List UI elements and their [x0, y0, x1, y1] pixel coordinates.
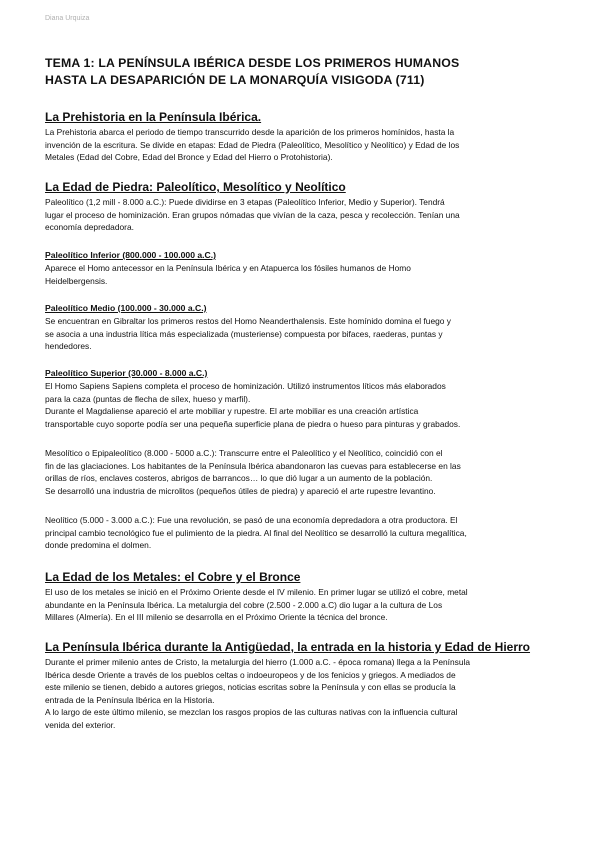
subsection-heading-paleolitico-medio: Paleolítico Medio (100.000 - 30.000 a.C.)	[45, 303, 207, 313]
text-line: fin de las glaciaciones. Los habitantes de la Península Ibérica abandonaron las cuevas para establecerse en las	[45, 460, 461, 471]
text-line: Ibérica desde Oriente a través de los pueblos celtas o indoeuropeos y de los fenicios y griegos. A mediados de	[45, 669, 456, 680]
paleolitico-medio-paragraph	[45, 315, 557, 353]
text-line: A lo largo de este último milenio, se mezclan los rasgos propios de las culturas nativas con la influencia cultural	[45, 707, 458, 718]
text-line: Millares (Almería). En el III milenio se desarrolla en el Próximo Oriente la técnica del bronce.	[45, 612, 388, 623]
section-heading-edad-de-los-metales: La Edad de los Metales: el Cobre y el Bronce	[45, 570, 301, 584]
text-line: Se desarrolló una industria de microlitos (pequeños útiles de piedra) y apareció el arte rupestre levantino.	[45, 485, 436, 496]
neolitico-paragraph	[45, 514, 557, 552]
page-title	[45, 55, 545, 89]
text-line: Mesolítico o Epipaleolítico (8.000 - 5000 a.C.): Transcurre entre el Paleolítico y el Neolítico, coincidió con el	[45, 448, 443, 458]
text-line: venida del exterior.	[45, 719, 116, 730]
text-line: invención de la escritura. Se divide en etapas: Edad de Piedra (Paleolítico, Mesolítico y Neolítico) y Edad de los	[45, 139, 460, 150]
text-line: El uso de los metales se inició en el Próximo Oriente desde el IV milenio. En primer lugar se utilizó el cobre, metal	[45, 587, 468, 597]
text-line: lugar el proceso de hominización. Eran grupos nómadas que vivían de la caza, pesca y recolección. Tenían una	[45, 209, 460, 220]
text-line: este milenio se tienen, debido a autores griegos, noticias escritas sobre la Península y con ellas se producía la	[45, 682, 456, 693]
text-line: Heidelbergensis.	[45, 275, 108, 286]
section-heading-antiguedad: La Península Ibérica durante la Antigüedad, la entrada en la historia y Edad de Hierro	[45, 640, 531, 654]
subsection-heading-paleolitico-superior: Paleolítico Superior (30.000 - 8.000 a.C.)	[45, 368, 208, 378]
text-line: entrada de la Península Ibérica en la Historia.	[45, 694, 215, 705]
text-line: Metales (Edad del Cobre, Edad del Bronce y Edad del Hierro o Protohistoria).	[45, 152, 333, 163]
paleolitico-superior-paragraph	[45, 380, 557, 430]
text-line: El Homo Sapiens Sapiens completa el proceso de hominización. Utilizó instrumentos líticos más elaborados	[45, 381, 446, 391]
text-line: La Prehistoria abarca el periodo de tiempo transcurrido desde la aparición de los primeros homínidos, hasta la	[45, 127, 455, 137]
prehistoria-paragraph	[45, 126, 557, 164]
antiguedad-paragraph	[45, 656, 557, 732]
text-line: donde predomina el dolmen.	[45, 540, 152, 551]
section-heading-prehistoria: La Prehistoria en la Península Ibérica.	[45, 110, 262, 124]
text-line: Durante el primer milenio antes de Cristo, la metalurgia del hierro (1.000 a.C. - época romana) llega a la Península	[45, 657, 471, 667]
text-line: economía depredadora.	[45, 222, 134, 233]
text-line: se asocia a una industria lítica más especializada (musteriense) compuesta por bifaces, raederas, puntas y	[45, 328, 443, 339]
text-line: para la caza (puntas de flecha de sílex, hueso y marfil).	[45, 393, 251, 404]
text-line: principal cambio tecnológico fue el pulimiento de la piedra. Al final del Neolítico se desarrolló la cultura megalítica,	[45, 527, 467, 538]
title-line: HASTA LA DESAPARICIÓN DE LA MONARQUÍA VISIGODA (711)	[45, 73, 425, 87]
edad-de-los-metales-paragraph	[45, 586, 557, 624]
subsection-heading-paleolitico-inferior: Paleolítico Inferior (800.000 - 100.000 a.C.)	[45, 250, 216, 260]
text-line: Neolítico (5.000 - 3.000 a.C.): Fue una revolución, se pasó de una economía depredadora a otra productora. El	[45, 515, 458, 525]
title-line: TEMA 1: LA PENÍNSULA IBÉRICA DESDE LOS PRIMEROS HUMANOS	[45, 56, 460, 70]
text-line: Se encuentran en Gibraltar los primeros restos del Homo Neanderthalensis. Este homínido domina el fuego y	[45, 316, 451, 326]
text-line: Durante el Magdaliense apareció el arte mobiliar y rupestre. El arte mobiliar es una creación artística	[45, 406, 419, 417]
watermark: Diana Urquiza	[45, 15, 90, 22]
text-line: abundante en la Península Ibérica. La metalurgia del cobre (2.500 - 2.000 a.C) dio lugar a la cultura de Los	[45, 599, 443, 610]
section-heading-edad-de-piedra: La Edad de Piedra: Paleolítico, Mesolítico y Neolítico	[45, 180, 346, 194]
text-line: Paleolítico (1,2 mill - 8.000 a.C.): Puede dividirse en 3 etapas (Paleolítico Inferior, Medio y Superior). Tendrá	[45, 197, 445, 207]
text-line: transportable cuyo soporte podía ser una pequeña superficie plana de piedra o hueso para pinturas y grabados.	[45, 418, 461, 429]
text-line: Aparece el Homo antecessor en la Península Ibérica y en Atapuerca los fósiles humanos de Homo	[45, 263, 411, 273]
text-line: orillas de ríos, enclaves costeros, abrigos de barrancos… lo que dió lugar a un aumento de la población.	[45, 473, 433, 484]
mesolitico-paragraph	[45, 447, 557, 497]
paleolitico-paragraph	[45, 196, 557, 234]
text-line: hendedores.	[45, 341, 92, 352]
paleolitico-inferior-paragraph	[45, 262, 557, 287]
